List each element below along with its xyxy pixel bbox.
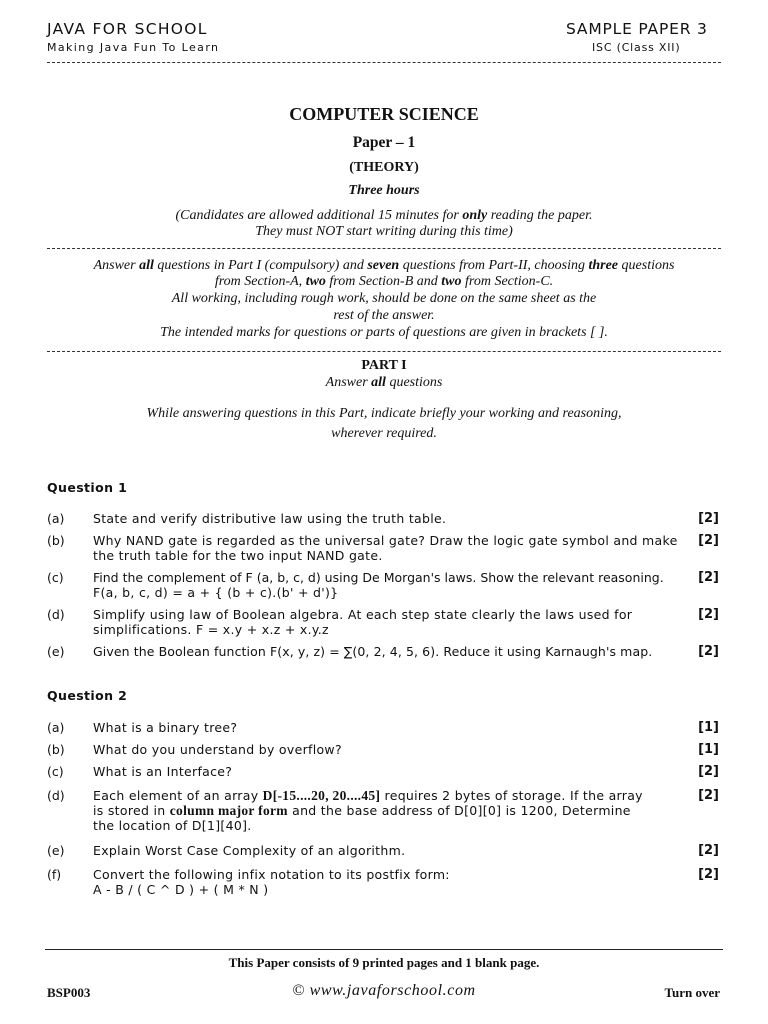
item-letter: (d) — [47, 788, 65, 803]
item-letter: (b) — [47, 533, 65, 548]
item-text: What is a binary tree? — [93, 720, 238, 735]
instruction-line5: The intended marks for questions or parts of questions are given in brackets [ ]. — [160, 325, 608, 340]
item-text-line2: A - B / ( C ^ D ) + ( M * N ) — [93, 882, 269, 897]
instructions-bottom-divider — [47, 351, 721, 352]
item-letter: (e) — [47, 843, 65, 858]
duration: Three hours — [348, 183, 420, 198]
item-marks: [2] — [698, 764, 719, 779]
item-text-line1: Why NAND gate is regarded as the universal gate? Draw the logic gate symbol and make — [93, 533, 678, 548]
question1-heading: Question 1 — [47, 480, 128, 495]
footer-page-count: This Paper consists of 9 printed pages and 1 blank page. — [228, 955, 540, 970]
instructions-top-divider — [47, 248, 721, 249]
item-text-line2: the truth table for the two input NAND gate. — [93, 548, 383, 563]
item-text-line2: F(a, b, c, d) = a + { (b + c).(b' + d')} — [93, 585, 339, 600]
part1-title: PART I — [361, 358, 407, 373]
item-letter: (e) — [47, 644, 65, 659]
question2-heading: Question 2 — [47, 688, 128, 703]
item-text-line1: Find the complement of F (a, b, c, d) using De Morgan's laws. Show the relevant reasoning. — [93, 570, 664, 585]
item-letter: (c) — [47, 764, 64, 779]
item-marks: [2] — [698, 570, 719, 585]
theory-label: (THEORY) — [349, 160, 419, 175]
header-divider — [47, 62, 721, 63]
item-letter: (c) — [47, 570, 64, 585]
footer-paper-code: BSP003 — [47, 985, 91, 1000]
item-letter: (d) — [47, 607, 65, 622]
item-letter: (a) — [47, 720, 65, 735]
footer-divider — [45, 949, 723, 950]
instruction-line2: from Section-A, two from Section-B and two from Section-C. — [214, 274, 554, 289]
item-text: What do you understand by overflow? — [93, 742, 342, 757]
paper-number: Paper – 1 — [352, 134, 416, 151]
header-left-title: JAVA FOR SCHOOL — [47, 20, 208, 38]
part1-para-line1: While answering questions in this Part, indicate briefly your working and reasoning, — [146, 406, 622, 421]
item-text-line1: Simplify using law of Boolean algebra. At each step state clearly the laws used for — [93, 607, 633, 622]
part1-para-line2: wherever required. — [331, 426, 437, 441]
header-right-subtitle: ISC (Class XII) — [592, 41, 681, 54]
item-letter: (a) — [47, 511, 65, 526]
item-marks: [2] — [698, 788, 719, 803]
footer-website: © www.javaforschool.com — [292, 982, 476, 999]
instruction-line4: rest of the answer. — [333, 308, 435, 323]
item-text-line1: Each element of an array D[-15....20, 20....45] requires 2 bytes of storage. If the array — [93, 788, 643, 803]
item-marks: [2] — [698, 843, 719, 858]
header-left-subtitle: Making Java Fun To Learn — [47, 41, 220, 54]
item-marks: [1] — [698, 720, 719, 735]
item-marks: [2] — [698, 533, 719, 548]
item-marks: [1] — [698, 742, 719, 757]
part1-subtitle: Answer all questions — [325, 375, 443, 390]
item-text: State and verify distributive law using the truth table. — [93, 511, 447, 526]
item-text-line1: Convert the following infix notation to its postfix form: — [93, 867, 450, 882]
item-marks: [2] — [698, 607, 719, 622]
instruction-line3: All working, including rough work, should be done on the same sheet as the — [171, 291, 597, 306]
item-text-line2: simplifications. F = x.y + x.z + x.y.z — [93, 622, 329, 637]
item-marks: [2] — [698, 867, 719, 882]
item-text: What is an Interface? — [93, 764, 233, 779]
item-letter: (f) — [47, 867, 62, 882]
footer-turn-over: Turn over — [664, 985, 720, 1000]
item-text: Given the Boolean function F(x, y, z) = ∑(0, 2, 4, 5, 6). Reduce it using Karnaugh's map. — [93, 644, 653, 659]
header-right-title: SAMPLE PAPER 3 — [566, 20, 708, 38]
item-text: Explain Worst Case Complexity of an algorithm. — [93, 843, 406, 858]
item-marks: [2] — [698, 644, 719, 659]
item-text-line2: is stored in column major form and the base address of D[0][0] is 1200, Determine — [93, 803, 631, 818]
instruction-line1: Answer all questions in Part I (compulsory) and seven questions from Part-II, choosing three questions — [93, 258, 675, 273]
time-note-line2: They must NOT start writing during this time) — [255, 224, 513, 239]
item-marks: [2] — [698, 511, 719, 526]
subject-title: COMPUTER SCIENCE — [289, 104, 479, 124]
item-letter: (b) — [47, 742, 65, 757]
time-note-line1: (Candidates are allowed additional 15 minutes for only reading the paper. — [175, 208, 593, 223]
item-text-line3: the location of D[1][40]. — [93, 818, 252, 833]
